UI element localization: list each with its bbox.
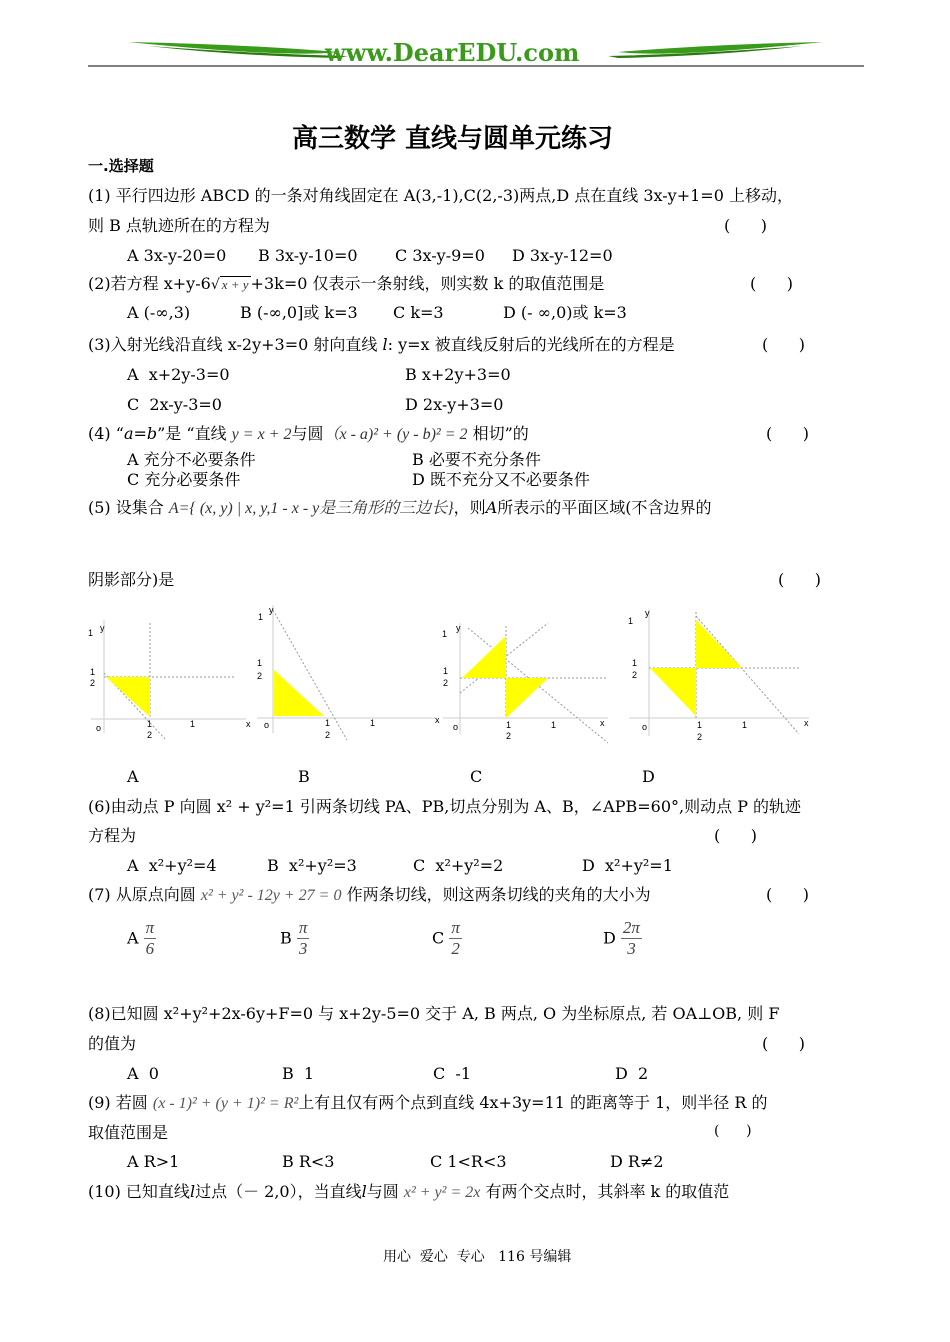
q5-graph-c xyxy=(438,618,618,745)
q4-line xyxy=(88,424,529,445)
q5-label-c: C xyxy=(470,767,483,786)
q10-line xyxy=(88,1182,729,1203)
q3-answer-bracket: ( ) xyxy=(762,335,805,354)
q4-option-b: B 必要不充分条件 xyxy=(412,450,541,469)
q2-sqrt: x + y xyxy=(221,277,249,292)
q1-option-b: B 3x-y-10=0 xyxy=(258,246,358,265)
svg-text:2: 2 xyxy=(506,731,512,741)
svg-text:2: 2 xyxy=(325,730,331,740)
q10-mid: 过点（－ 2,0），当直线 xyxy=(195,1182,362,1201)
svg-text:x: x xyxy=(435,715,440,725)
q7-option-d: D $\frac{2\pi}{3}$ xyxy=(603,918,640,958)
q9-circle-eq: (x - 1)² + (y + 1)² = R² xyxy=(152,1095,299,1112)
svg-text:y: y xyxy=(456,623,461,633)
q1-option-d: D 3x-y-12=0 xyxy=(512,246,613,265)
q7-answer-bracket: ( ) xyxy=(766,885,809,904)
page-footer: 用心 爱心 专心 116 号编辑 xyxy=(383,1249,572,1265)
q8-line2: 的值为 xyxy=(88,1034,137,1053)
q8-answer-bracket: ( ) xyxy=(762,1034,805,1053)
svg-text:2: 2 xyxy=(443,678,449,688)
q5-graph-a-y1: 1 xyxy=(88,628,94,638)
svg-text:1: 1 xyxy=(443,666,449,676)
q5-line1 xyxy=(88,498,712,519)
q9-answer-bracket: ( ) xyxy=(714,1123,752,1139)
svg-text:1: 1 xyxy=(628,616,634,626)
q8-option-c: C -1 xyxy=(433,1064,471,1083)
q1-option-c: C 3x-y-9=0 xyxy=(395,246,485,265)
q3-pre: (3)入射光线沿直线 x-2y+3=0 射向直线 xyxy=(88,335,378,354)
svg-text:1: 1 xyxy=(190,719,196,729)
svg-text:1: 1 xyxy=(147,719,153,729)
q1-line2: 则 B 点轨迹所在的方程为 xyxy=(88,216,270,235)
svg-text:x: x xyxy=(600,718,605,728)
q4-answer-bracket: ( ) xyxy=(766,424,809,443)
q8-line1: (8)已知圆 x²+y²+2x-6y+F=0 与 x+2y-5=0 交于 A, B 两点, O 为坐标原点, 若 OA⊥OB, 则 F xyxy=(88,1004,780,1023)
q5-answer-bracket: ( ) xyxy=(778,570,821,589)
q8-option-a: A 0 xyxy=(127,1064,159,1083)
q9-option-d: D R≠2 xyxy=(610,1152,664,1171)
q4-ab: a=b xyxy=(123,424,158,443)
q2-post: +3k=0 仅表示一条射线，则实数 k 的取值范围是 xyxy=(250,274,605,293)
q5-label-b: B xyxy=(298,767,310,786)
q4-circle-eq: （x - a)² + (y - b)² = 2 xyxy=(323,426,468,443)
svg-text:o: o xyxy=(453,722,459,732)
q4-mid2: 与圆 xyxy=(291,424,324,443)
svg-text:1: 1 xyxy=(257,658,263,668)
q5-graph-b xyxy=(252,600,442,745)
q4-mid: ”是 “直线 xyxy=(157,424,227,443)
q9-post: 上有且仅有两个点到直线 4x+3y=11 的距离等于 1，则半径 R 的 xyxy=(298,1093,768,1112)
q5-label-d: D xyxy=(642,767,655,786)
q3-option-d: D 2x-y+3=0 xyxy=(405,395,504,414)
svg-text:y: y xyxy=(269,605,274,615)
svg-text:x: x xyxy=(246,719,251,729)
q2-option-b: B (-∞,0]或 k=3 xyxy=(240,303,358,322)
q5-graph-c-region-upper xyxy=(462,636,506,678)
q6-option-a: A x²+y²=4 xyxy=(127,856,217,875)
q2-option-d: D (- ∞,0)或 k=3 xyxy=(503,303,627,322)
q6-answer-bracket: ( ) xyxy=(714,826,757,845)
q2-pre: (2)若方程 x+y-6 xyxy=(88,274,211,293)
q3-line xyxy=(88,335,675,355)
q4-option-a: A 充分不必要条件 xyxy=(127,450,256,469)
svg-text:1: 1 xyxy=(632,658,638,668)
q10-l: l xyxy=(189,1182,196,1201)
svg-text:1: 1 xyxy=(90,667,96,677)
q3-option-a: A x+2y-3=0 xyxy=(127,365,230,384)
svg-text:y: y xyxy=(645,608,650,618)
svg-text:2: 2 xyxy=(90,678,96,688)
page-title: 高三数学 直线与圆单元练习 xyxy=(292,124,614,154)
q6-option-c: C x²+y²=2 xyxy=(413,856,504,875)
q5-graph-a xyxy=(86,615,256,745)
q2-option-a: A (-∞,3) xyxy=(127,303,191,322)
q5-set-a: A xyxy=(485,498,498,517)
q7-pre: (7) 从原点向圆 xyxy=(88,885,196,904)
q7-option-b: B $\frac{\pi}{3}$ xyxy=(280,918,308,958)
q9-option-a: A R>1 xyxy=(127,1152,180,1171)
q3-option-c: C 2x-y-3=0 xyxy=(127,395,222,414)
q8-option-b: B 1 xyxy=(282,1064,315,1083)
svg-text:1: 1 xyxy=(442,629,448,639)
q8-option-d: D 2 xyxy=(615,1064,649,1083)
q9-line2: 取值范围是 xyxy=(88,1123,169,1142)
q5-label-a: A xyxy=(127,767,139,786)
q10-l2: l xyxy=(361,1182,367,1201)
q2-answer-bracket: ( ) xyxy=(750,274,793,293)
q5-graph-b-region xyxy=(274,670,324,716)
q5-post1: ，则 xyxy=(453,498,486,517)
svg-text:1: 1 xyxy=(506,720,512,730)
q4-post: 相切”的 xyxy=(472,424,529,443)
svg-text:o: o xyxy=(642,722,648,732)
q1-answer-bracket: ( ) xyxy=(724,216,767,235)
q4-option-d: D 既不充分又不必要条件 xyxy=(412,470,590,489)
q9-line1 xyxy=(88,1093,768,1114)
q5-graph-d xyxy=(624,604,819,745)
q10-post: 有两个交点时，其斜率 k 的取值范 xyxy=(485,1182,730,1201)
q6-option-d: D x²+y²=1 xyxy=(582,856,673,875)
q10-circle-eq: x² + y² = 2x xyxy=(403,1184,481,1201)
svg-text:1: 1 xyxy=(697,720,703,730)
q1-option-a: A 3x-y-20=0 xyxy=(127,246,227,265)
svg-text:2: 2 xyxy=(147,730,153,740)
q1-line1: (1) 平行四边形 ABCD 的一条对角线固定在 A(3,-1),C(2,-3)两点,D 点在直线 3x-y+1=0 上移动， xyxy=(88,186,793,205)
q7-option-a: A $\frac{\pi}{6}$ xyxy=(127,918,155,958)
q5-graph-d-region-lower xyxy=(650,668,696,716)
q7-post: 作两条切线，则这两条切线的夹角的大小为 xyxy=(346,885,651,904)
q5-graph-d-region-upper xyxy=(696,620,742,668)
q5-line2: 阴影部分)是 xyxy=(88,570,175,589)
q5-graph-c-region-lower xyxy=(506,678,548,718)
site-logo-text: www.DearEDU.com xyxy=(325,38,580,67)
q5-pre: (5) 设集合 xyxy=(88,498,164,517)
svg-text:1: 1 xyxy=(325,718,331,728)
svg-text:1: 1 xyxy=(742,720,748,730)
svg-text:1: 1 xyxy=(551,720,557,730)
svg-text:2: 2 xyxy=(257,671,263,681)
q6-option-b: B x²+y²=3 xyxy=(267,856,357,875)
svg-text:y: y xyxy=(100,623,105,633)
svg-text:1: 1 xyxy=(258,612,264,622)
q7-circle-eq: x² + y² - 12y + 27 = 0 xyxy=(200,887,342,904)
q3-option-b: B x+2y+3=0 xyxy=(405,365,511,384)
q9-option-c: C 1<R<3 xyxy=(430,1152,507,1171)
q4-option-c: C 充分必要条件 xyxy=(127,470,241,489)
q7-line xyxy=(88,885,651,906)
svg-text:o: o xyxy=(96,723,102,733)
q10-mid2: 与圆 xyxy=(366,1182,399,1201)
q3-l: l xyxy=(382,335,388,354)
svg-text:x: x xyxy=(804,718,809,728)
q5-set-def: A={ (x, y) | x, y,1 - x - y是三角形的三边长} xyxy=(168,500,454,517)
q10-pre: (10) 已知直线 xyxy=(88,1182,190,1201)
svg-text:1: 1 xyxy=(370,718,376,728)
q7-option-c: C $\frac{\pi}{2}$ xyxy=(432,918,460,958)
section-heading: 一.选择题 xyxy=(88,157,154,175)
svg-text:2: 2 xyxy=(632,670,638,680)
q9-option-b: B R<3 xyxy=(282,1152,335,1171)
q4-pre: (4) “ xyxy=(88,424,124,443)
q6-line2: 方程为 xyxy=(88,826,137,845)
svg-text:2: 2 xyxy=(697,732,703,742)
q2-line: (2)若方程 x+y-6√ x + y +3k=0 仅表示一条射线，则实数 k 的取值范围是 xyxy=(88,274,605,293)
svg-text:o: o xyxy=(264,720,270,730)
q2-option-c: C k=3 xyxy=(393,303,444,322)
q4-line-eq: y = x + 2 xyxy=(231,426,292,443)
q9-pre: (9) 若圆 xyxy=(88,1093,148,1112)
q6-line1: (6)由动点 P 向圆 x² + y²=1 引两条切线 PA、PB,切点分别为 A、B，∠APB=60°,则动点 P 的轨迹 xyxy=(88,797,802,816)
q5-post2: 所表示的平面区域(不含边界的 xyxy=(497,498,712,517)
q5-graph-a-region xyxy=(106,677,150,717)
q3-post: : y=x 被直线反射后的光线所在的方程是 xyxy=(387,335,675,354)
